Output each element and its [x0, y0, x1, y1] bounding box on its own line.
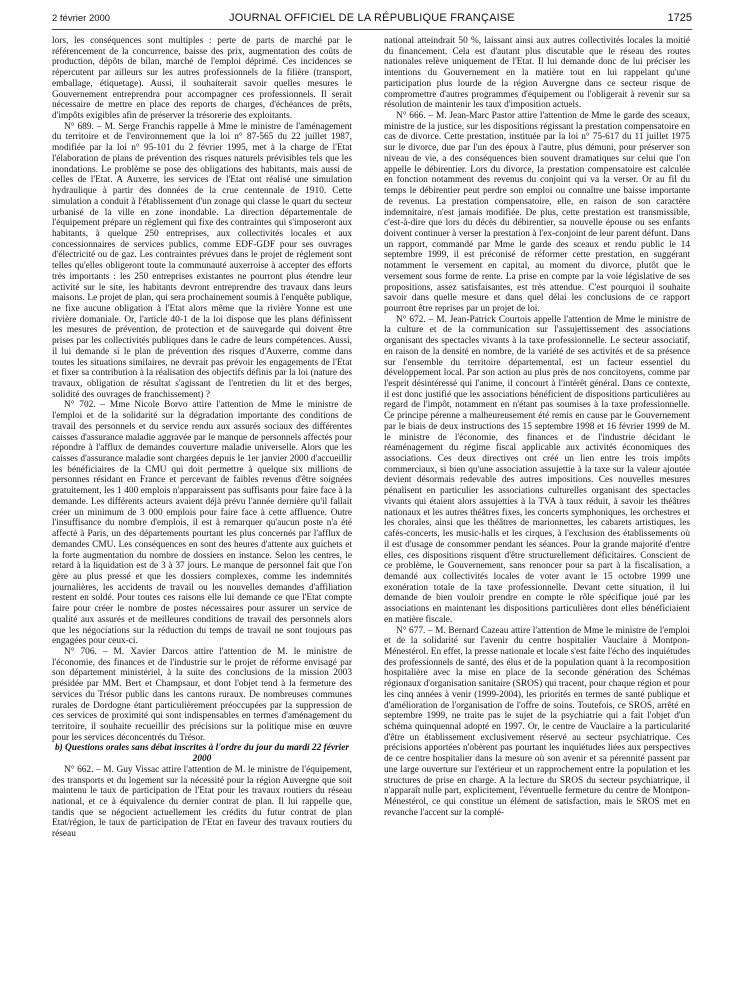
question-666: N° 666. – M. Jean-Marc Pastor attire l'attention de Mme le garde des sceaux, ministre de la justice, sur les dispositions régissant la prestation compensatoire en cas de divorce. Cette prestation, instituée par la loi n° 75-617 du 11 juillet 1975 sur le divorce, due par l'un des époux à l'autre, plus démuni, pour préserver son niveau de vie, a des conséquences bien souvent dramatiques sur celui que l'on appelle le débirentier. Lors du divorce, la prestation compensatoire est calculée en fonction notamment des revenus du conjoint qui va la verser. Or au fil du temps le débirentier peut perdre son emploi ou connaître une baisse importante de revenus. La prestation compensatoire, elle, en raison de son caractère indemnitaire, n'est jamais modifiée. De plus, cette prestation est transmissible, c'est-à-dire que lors du décès du débirentier, sa nouvelle épouse ou ses enfants doivent continuer à verser la prestation à l'ex-conjoint de leur parent défunt. Dans un rapport, commandé par Mme le garde des sceaux et rendu public le 14 septembre 1999, il est préconisé de réformer cette prestation, en suggérant notamment le versement en capital, au moment du divorce, plutôt que le versement sous forme de rente. La prise en compte par la voie législative de ses propositions, assez satisfaisantes, est très attendue. C'est pourquoi il souhaite savoir dans quelle mesure et dans quel délai les conclusions de ce rapport pourront être reprises par un projet de loi. [384, 111, 690, 314]
journal-title: JOURNAL OFFICIEL DE LA RÉPUBLIQUE FRANÇAISE [229, 12, 515, 24]
right-column [384, 36, 690, 981]
question-702: N° 702. – Mme Nicole Borvo attire l'attention de Mme le ministre de l'emploi et de la solidarité sur la dégradation importante des conditions de travail des personnels et du service rendu aux assurés sociaux des différentes caisses d'assurance maladie aggravée par le manque de personnels affectés pour répondre à l'afflux de demandes couverture maladie universelle. Alors que les caisses d'assurance maladie sont chargées depuis le 1er janvier 2000 d'accueillir les bénéficiaires de la CMU qui doit permettre à quelque six millions de personnes résidant en France et percevant de faibles revenus d'être soignées gratuitement, les 1 400 emplois n'apparaissent pas suffisants pour faire face à la demande. Les différents acteurs avaient déjà prévu l'année dernière qu'il fallait créer un minimum de 3 000 emplois pour faire face à cette affluence. Outre l'insuffisance du nombre d'emplois, il est à remarquer qu'aucun poste n'a été affecté à Paris, un des départements pourtant les plus concernés par l'afflux de demandes CMU. Les conséquences en sont des heures d'attente aux guichets et la forte augmentation du nombre de dossiers en instance. Selon les centres, le retard à la liquidation est de 3 à 37 jours. Le manque de personnel fait que l'on gère au plus pressé et que les dossiers complexes, comme les indemnités journalières, les accidents de travail ou les nouvelles demandes d'affiliation restent en soldé. Pour toutes ces raisons elle lui demande ce que l'Etat compte faire pour créer le nombre de postes nécessaires pour assurer un service de qualité aux assurés et de meilleures conditions de travail des personnels alors que les négociations sur la réduction du temps de travail ne sont toujours pas engagées pour ceux-ci. [52, 400, 352, 647]
question-677: N° 677. – M. Bernard Cazeau attire l'attention de Mme le ministre de l'emploi et de la solidarité sur l'avenir du centre hospitalier Vauclaire à Montpon-Ménestérol. En effet, la presse nationale et locale s'est faite l'écho des inquiétudes des professionnels de santé, des élus et de la population quant à la recomposition hospitalière avec la mise en place de la seconde génération des Schémas régionaux d'organisation sanitaire (SROS) qui tracent, pour chaque région et pour les cinq années à venir (1999-2004), les priorités en termes de santé publique et d'amélioration de l'organisation de l'offre de soins. Toutefois, ce SROS, arrêté en septembre 1999, ne traite pas le sujet de la psychiatrie qui a fait l'objet d'un schéma quinquennal adopté en 1997. Or, le centre de Vauclaire a la particularité d'être un établissement exclusivement réservé au secteur psychiatrique. Ces précisions apportées n'obèrent pas pourtant les inquiétudes liées aux perspectives de ce centre hospitalier dans la mesure où son avenir et sa pérennité passent par une large ouverture sur l'extérieur et un rapprochement entre la population et les structures de prise en charge. A la lecture du SROS du secteur psychiatrique, il n'apparaît nulle part, explicitement, l'éventuelle fermeture du centre de Montpon-Ménestérol, ce qui constitue un élément de satisfaction, mais le SROS met en revanche l'accent sur la complé- [384, 625, 690, 818]
question-672: N° 672. – M. Jean-Patrick Courtois appelle l'attention de Mme le ministre de la culture et de la communication sur l'assujettissement des associations organisant des spectacles vivants à la taxe professionnelle. Le secteur associatif, en raison de la densité en nombre, de la variété de ses activités et de sa présence sur l'ensemble du territoire départemental, est un facteur essentiel du développement local. Par son action au plus près de nos concitoyens, comme par l'esprit désintéressé qui l'anime, il concourt à l'intérêt général. Dans ce contexte, il est donc justifié que les associations bénéficient de dispositions particulières au regard de l'impôt, notamment en n'étant pas soumises à la taxe professionnelle. Ce principe pérenne a malheureusement été remis en cause par le Gouvernement par le biais de deux instructions des 15 septembre 1998 et 16 février 1999 de M. le ministre de l'économie, des finances et de l'industrie décidant le réaménagement du régime fiscal applicable aux activités économiques des associations. Ces deux directives ont créé un lien entre les trois impôts commerciaux, si bien qu'une association assujettie à la taxe sur la valeur ajoutée devient désormais redevable des autres impositions. Ces nouvelles mesures pénalisent en particulier les associations culturelles organisant des spectacles vivants qui étaient alors assujetties à la TVA à taux réduit, à savoir les théâtres nationaux et les autres théâtres fixes, les concerts symphoniques, les orchestres et les chorales, ainsi que les théâtres de marionnettes, les cabarets artistiques, les cafés-concerts, les music-halls et les cirques, à l'exclusion des établissements où il est d'usage de consommer pendant les séances. Pour la grande majorité d'entre elles, ces dispositions risquent d'être structurellement déficitaires. Conscient de ce problème, le Gouvernement, sans renoncer pour sa part à la fiscalisation, a demandé aux collectivités locales de voter avant le 15 octobre 1999 une exonération totale de la taxe professionnelle. Devant cette situation, il lui demande de bien vouloir prendre en compte le rôle spécifique joué par les associations en maintenant les dispositions particulières dont elles bénéficiaient en matière fiscale. [384, 314, 690, 625]
page-number: 1725 [667, 12, 692, 24]
question-662-continued: national atteindrait 50 %, laissant ainsi aux autres collectivités locales la moitié du financement. Cela est d'autant plus discutable que le réseau des routes nationales relève uniquement de l'Etat. Il lui demande donc de lui préciser les intentions du Gouvernement en la matière tout en lui rappelant qu'une participation plus lourde de la région Auvergne dans ce secteur risque de compromettre d'autres programmes d'équipement ou l'obligerait à revenir sur sa résolution de maintenir les taux d'imposition actuels. [384, 36, 690, 111]
left-column [52, 36, 352, 981]
header-date: 2 février 2000 [52, 13, 111, 24]
page-header [52, 11, 692, 30]
question-662: N° 662. – M. Guy Vissac attire l'attention de M. le ministre de l'équipement, des transports et du logement sur la nécessité pour la région Auvergne que soit maintenu le taux de participation de l'Etat pour les travaux routiers du réseau national, et ce à équivalence du dernier contrat de plan. Il lui rappelle que, tandis que se négocient actuellement les crédits du futur contrat de plan Etat/région, le taux de participation de l'Etat en faveur des travaux routiers du réseau [52, 764, 352, 840]
paragraph-intro: lors, les conséquences sont multiples : perte de parts de marché par le référencement de la concurrence, baisse des prix, augmentation des coûts de production, dépôts de bilan, marché de l'emploi déprimé. Ces incidences se répercutent par ailleurs sur les autres professionnels de la filière (transport, emballage, étiquetage). Aussi, il souhaiterait savoir quelles mesures le Gouvernement entreprendra pour accompagner ces professionnels. Il serait nécessaire de mettre en place des reports de charges, d'échéances de prêts, d'impôts exigibles afin de préserver la trésorerie des exploitants. [52, 36, 352, 122]
question-689: N° 689. – M. Serge Franchis rappelle à Mme le ministre de l'aménagement du territoire et de l'environnement que la loi n° 87-565 du 22 juillet 1987, modifiée par la loi n° 95-101 du 2 février 1995, met à la charge de l'Etat l'élaboration de plans de prévention des risques naturels prévisibles tels que les inondations. Le problème se pose des obligations des habitants, mais aussi de celles de l'Etat. A Auxerre, les services de l'Etat ont réalisé une simulation hydraulique à partir des données de la crue centennale de 1910. Cette simulation a conduit à l'établissement d'un zonage qui classe le quart du secteur urbanisé de la ville en zone inondable. La direction départementale de l'équipement prépare un règlement qui fixe des contraintes qui s'imposeront aux habitants, à quelque 250 entreprises, aux collectivités locales et aux concessionnaires de services publics, comme EDF-GDF pour ses ouvrages d'électricité ou de gaz. Les contraintes prévues dans le projet de règlement sont telles qu'elles obligeront toute la communauté auxerroise à accepter des efforts très importants : les 250 entreprises existantes ne pourront plus étendre leur activité sur le site, les habitants devront entreprendre des travaux dans leurs maisons. Le projet de plan, qui sera prochainement soumis à l'enquête publique, ne fixe aucune obligation à l'Etat alors même que la rivière Yonne est une rivière domaniale. Or, l'article 40-1 de la loi dispose que les plans définissent les mesures de prévention, de protection et de sauvegarde qui doivent être prises par les collectivités publiques dans le cadre de leurs compétences. Aussi, il lui demande si le plan de prévention des risques d'Auxerre, comme dans toutes les situations similaires, ne devrait pas prévoir les engagements de l'Etat et fixer sa contribution à la réalisation des objectifs définis par la loi (nature des travaux, obligation de résultat s'agissant de l'entretien du lit et des berges, solidité des ouvrages de franchissement) ? [52, 121, 352, 400]
question-706: N° 706. – M. Xavier Darcos attire l'attention de M. le ministre de l'économie, des finances et de l'industrie sur le projet de réforme envisagé par son département ministériel, à la suite des conclusions de la mission 2003 présidée par MM. Bert et Champsaur, et dont l'objet tend à la fermeture des services du Trésor public dans les cantons ruraux. De nombreuses communes rurales de Dordogne étant particulièrement préoccupées par la suppression de ces services de proximité qui sont indispensables en termes d'aménagement du territoire, il souhaite recueillir des précisions sur la politique mise en œuvre pour les services déconcentrés du Trésor. [52, 646, 352, 743]
section-heading: b) Questions orales sans débat inscrites à l'ordre du jour du mardi 22 février 2000 [54, 743, 350, 765]
